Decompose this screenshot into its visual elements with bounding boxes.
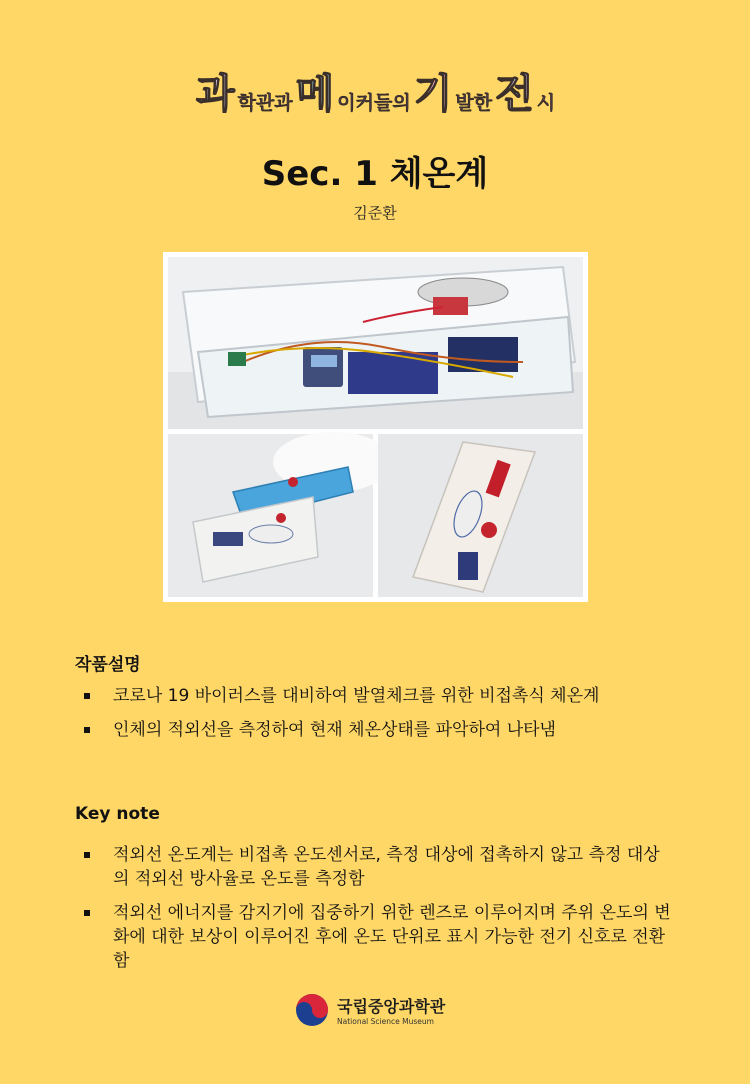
museum-logo-icon (295, 993, 329, 1031)
thermometer-photo-top (168, 257, 583, 429)
museum-name-english: National Science Museum (337, 1017, 434, 1026)
exhibition-banner (0, 72, 750, 116)
banner-char: 학관과 (237, 92, 293, 114)
keynote-list (75, 843, 675, 983)
museum-logo (295, 990, 445, 1034)
list-item: 적외선 온도계는 비접촉 온도센서로, 측정 대상에 접촉하지 않고 측정 대상의 적외선 방사율로 온도를 측정함 (75, 843, 675, 891)
banner-char: 메 (295, 71, 335, 117)
banner-char: 발한 (455, 92, 493, 114)
list-item: 인체의 적외선을 측정하여 현재 체온상태를 파악하여 나타냄 (75, 718, 675, 742)
description-list (75, 684, 675, 752)
page-title: Sec. 1 체온계 (261, 154, 489, 194)
banner-char: 기 (413, 71, 453, 117)
author-name: 김준환 (353, 204, 397, 222)
keynote-heading: Key note (75, 804, 160, 824)
banner-char: 과 (195, 71, 235, 117)
photo-collage (163, 252, 588, 602)
banner-char: 시 (536, 92, 556, 114)
thermometer-photo-left (168, 432, 393, 597)
description-heading: 작품설명 (75, 655, 141, 675)
list-item: 코로나 19 바이러스를 대비하여 발열체크를 위한 비접촉식 체온계 (75, 684, 675, 708)
banner-char: 전 (495, 71, 534, 117)
list-item: 적외선 에너지를 감지기에 집중하기 위한 렌즈로 이루어지며 주위 온도의 변화에 대한 보상이 이루어진 후에 온도 단위로 표시 가능한 전기 신호로 전환함 (75, 901, 675, 973)
museum-name: 국립중앙과학관 (337, 997, 446, 1016)
thermometer-photo-right (378, 434, 583, 597)
banner-char: 이커들의 (337, 92, 411, 114)
